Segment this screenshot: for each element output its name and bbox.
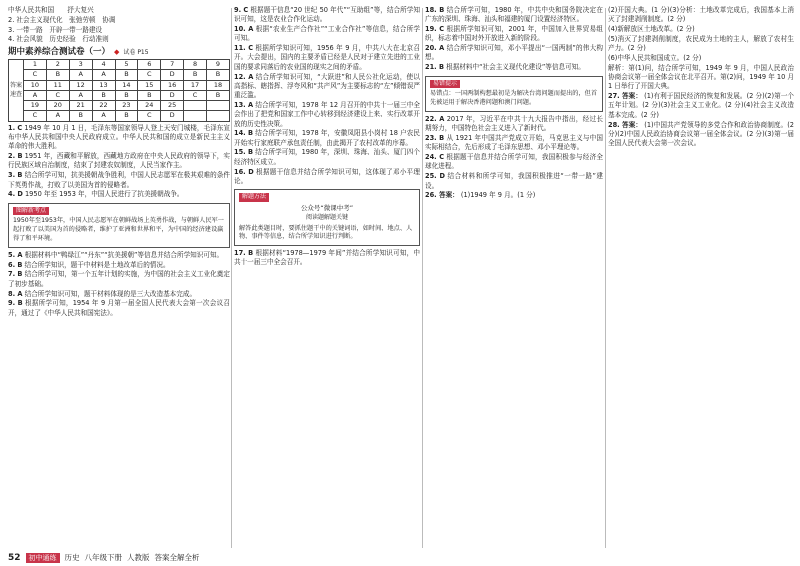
question-item xyxy=(234,148,420,167)
answer-table-cell: C xyxy=(24,70,47,80)
warning-text: 易错点：一国两制构想最初是为解决台湾问题而提出的，但首先被运用于解决香港问题和澳门问题。 xyxy=(430,90,598,107)
question-text: 根据所学知识可知，1956 年 9 月，中共八大在北京召开。大会提出，国内的主要矛盾已经是人民对于建立先进的工业国的要求同落后的农业国的现实之间的矛盾。 xyxy=(234,44,420,71)
answer-table-cell: 4 xyxy=(92,59,115,69)
answer-table-cell: A xyxy=(46,111,69,121)
question-text: 根据材料中“社会主义现代化建设”等信息可知。 xyxy=(446,63,585,72)
question-number: 21. B xyxy=(425,63,445,72)
question-text: 结合所学知识可知，“大跃进”和人民公社化运动，使以高指标、瞎指挥、浮夸风和“共产风”为主要标志的“左”倾错误严重泛滥。 xyxy=(234,72,420,100)
question-item xyxy=(234,44,420,72)
question-text: 1951 年，西藏和平解放，西藏地方政府在中央人民政府的领导下，实行民族区域自治制度，结束了封建农奴制度，人民当家作主。 xyxy=(8,152,230,170)
question-number: 13. A xyxy=(234,100,254,109)
question-number: 19. C xyxy=(425,25,445,34)
question-text: 从 1921 年中国共产党成立开始，马克思主义与中国实际相结合，先后形成了毛泽东思想、邓小平理论等。 xyxy=(425,134,603,152)
answer-table-cell xyxy=(207,111,230,121)
answer-table-cell: 20 xyxy=(46,101,69,111)
question-text: 根据所学知识可知，2001 年，中国加入世界贸易组织，标志着中国对外开放进入新的阶段。 xyxy=(425,25,603,43)
answer-table-cell: 9 xyxy=(207,59,230,69)
answer-table-head: 答案速查 xyxy=(9,59,24,121)
answer-table-cell xyxy=(184,111,207,121)
answer-table-cell: B xyxy=(69,111,92,121)
question-number: 27. 答案： xyxy=(608,92,642,101)
answer-line: (4)新解放区土地改革。(2 分) xyxy=(608,25,695,34)
tip-tag: 图解新考点 xyxy=(13,207,49,216)
answer-table-cell: C xyxy=(138,70,161,80)
subject-label: 历史 xyxy=(64,553,80,562)
column-divider xyxy=(422,8,423,548)
answer-table-row xyxy=(9,101,230,111)
question-number: 5. A xyxy=(8,250,23,259)
text-line: 中华人民共和国 抒大复兴 xyxy=(8,6,94,14)
answer-table-cell: 21 xyxy=(69,101,92,111)
answer-table-cell: B xyxy=(46,70,69,80)
answer-table-cell: B xyxy=(184,70,207,80)
answer-table-cell: 16 xyxy=(161,80,184,90)
question-number: 9. B xyxy=(8,299,23,308)
answer-table-cell: 24 xyxy=(138,101,161,111)
answer-table-cell: B xyxy=(115,70,138,80)
question-item xyxy=(425,63,603,72)
question-text: (1)中国共产党领导的多党合作和政治协商制度。(2 分)(2)中国人民政治协商会议第一届全体会议。(2 分)(3)第一届全国人民代表大会第一次会议。 xyxy=(608,120,794,148)
question-item xyxy=(425,191,603,200)
answer-table-cell: B xyxy=(138,90,161,100)
answer-table-cell: C xyxy=(46,90,69,100)
question-item xyxy=(234,25,420,44)
answer-line: (5)消灭了封建剥削制度，农民成为土地的主人，解放了农村生产力。(2 分) xyxy=(608,34,794,53)
question-item xyxy=(425,172,603,191)
question-item xyxy=(234,168,420,187)
question-text: 根据题干信息并结合所学可知，我国积极参与经济全球化进程。 xyxy=(425,153,603,171)
answers-label: 答案全解全析 xyxy=(154,553,200,562)
question-text: 结合所学可知，1978 年 12 月召开的中共十一届三中全会作出了把党和国家工作中心转移到经济建设上来、实行改革开放的历史性决策。 xyxy=(234,100,420,128)
answer-line: 解析：第(1)问，结合所学可知，1949 年 9 月，中国人民政治协商会议第一届全体会议在北平召开。第(2)问，1949 年 10 月 1 日举行了开国大典。 xyxy=(608,63,794,91)
answer-table-row xyxy=(9,80,230,90)
question-number: 14. B xyxy=(234,129,254,138)
question-number: 17. B xyxy=(234,249,254,258)
warning-box xyxy=(425,76,603,112)
column-4 xyxy=(608,6,794,149)
answer-table-cell: C xyxy=(184,90,207,100)
question-item xyxy=(8,152,230,171)
answer-table-cell: B xyxy=(207,90,230,100)
question-text: (1)有利于国民经济的恢复和发展。(2 分)(2)第一个五年计划。(2 分)(3)社会主义工业化。(2 分)(4)社会主义改造基本完成。(2 分) xyxy=(608,92,794,119)
answer-line: (2)开国大典。(1 分)(3)分析：土地改革完成后，我国基本上消灭了封建剥削制度。(2 分) xyxy=(608,6,794,24)
answer-table-cell: A xyxy=(24,90,47,100)
question-text: 根据材料“1978—1979 年间”并结合所学知识可知，中共十一届三中全会召开。 xyxy=(234,249,420,267)
answer-table-cell: 23 xyxy=(115,101,138,111)
method-tag: 解题方法 xyxy=(239,193,269,202)
question-text: 根据“农业生产合作社”“工业合作社”等信息，结合所学可知。 xyxy=(234,25,420,43)
question-item xyxy=(425,6,603,25)
question-number: 10. A xyxy=(234,25,254,34)
question-number: 25. D xyxy=(425,172,445,181)
answer-table-cell: 25 xyxy=(161,101,184,111)
answer-table-cell: B xyxy=(115,111,138,121)
question-number: 15. B xyxy=(234,148,254,157)
question-text: 1950 年至 1953 年，中国人民进行了抗美援朝战争。 xyxy=(24,190,184,199)
question-number: 1. C xyxy=(8,123,23,132)
column-1 xyxy=(8,6,230,318)
answer-table-cell: 2 xyxy=(46,59,69,69)
section-title-text: 期中素养综合测试卷（一） xyxy=(8,46,111,57)
answer-table-cell: A xyxy=(92,70,115,80)
answer-table-cell: B xyxy=(207,70,230,80)
answer-table-cell: 8 xyxy=(184,59,207,69)
method-subtitle: 阅读题解题关键 xyxy=(305,213,348,221)
question-item xyxy=(8,251,230,260)
question-number: 23. B xyxy=(425,134,445,143)
answer-table-cell: 17 xyxy=(184,80,207,90)
question-number: 7. B xyxy=(8,270,23,279)
answer-table-cell: 13 xyxy=(92,80,115,90)
answer-table-cell xyxy=(184,101,207,111)
text-line: 3. 一带一路 开辟一带一路建设 xyxy=(8,25,103,34)
answer-table-cell xyxy=(207,101,230,111)
question-number: 28. 答案： xyxy=(608,120,643,129)
question-item xyxy=(425,25,603,44)
answer-table-row xyxy=(9,90,230,100)
answer-table-cell: 1 xyxy=(24,59,47,69)
question-text: (1)1949 年 9 月。(1 分) xyxy=(460,191,536,200)
question-number: 24. C xyxy=(425,153,445,162)
text-line: 4. 社会风貌 历史经验 行动准则 xyxy=(8,35,109,44)
answer-table-row xyxy=(9,70,230,80)
question-text: 结合所学知识可知，题干材料体现的是三大改造基本完成。 xyxy=(24,289,197,298)
answer-table-cell: 14 xyxy=(115,80,138,90)
answer-table-cell: 7 xyxy=(161,59,184,69)
answer-table-row xyxy=(9,111,230,121)
question-item xyxy=(234,129,420,148)
question-text: 1949 年 10 月 1 日，毛泽东等国家领导人登上天安门城楼，毛泽东宣布中华人民共和国中央人民政府成立。中华人民共和国的成立是新民主主义革命的伟大胜利。 xyxy=(8,123,230,151)
answer-table-cell: C xyxy=(138,111,161,121)
section-ref: 试卷 P15 xyxy=(123,48,149,56)
question-text: 2017 年，习近平在中共十九大报告中指出，经过长期努力，中国特色社会主义进入了新时代。 xyxy=(425,114,603,133)
answer-table-cell: D xyxy=(161,70,184,80)
answer-table-cell: 6 xyxy=(138,59,161,69)
answer-table-cell: 18 xyxy=(207,80,230,90)
method-title: 公众号“微课中考” xyxy=(300,203,354,212)
question-item xyxy=(234,249,420,268)
question-item xyxy=(8,261,230,270)
question-text: 根据材料中“鸭绿江”“丹东”“抗美援朝”等信息并结合所学知识可知。 xyxy=(24,250,224,259)
answer-line: (6)中华人民共和国成立。(2 分) xyxy=(608,53,702,62)
method-text: 解答此类题目时，要抓住题干中的关键词语，如时间、地点、人物、事件等信息，结合所学知识进行判断。 xyxy=(239,224,413,241)
question-text: 根据题干信息并结合所学知识可知，这体现了邓小平理论。 xyxy=(234,167,420,185)
pin-icon: ◆ xyxy=(114,47,120,56)
answer-table-row xyxy=(9,59,230,69)
tip-text: 1950年至1953年，中国人民志愿军在朝鲜战场上英勇作战，与朝鲜人民军一起打败了以美国为首的侵略者，维护了亚洲和世界和平，为中国的经济建设赢得了和平环境。 xyxy=(13,217,224,243)
question-text: 结合所学可知，1980 年，深圳、珠海、汕头、厦门四个经济特区成立。 xyxy=(234,148,420,166)
grade-label: 八年级下册 xyxy=(84,553,123,562)
question-number: 9. C xyxy=(234,6,249,14)
question-number: 20. A xyxy=(425,44,445,53)
question-number: 12. A xyxy=(234,72,254,81)
method-box xyxy=(234,189,420,246)
question-number: 11. C xyxy=(234,44,254,53)
question-number: 22. A xyxy=(425,114,445,123)
question-text: 结合所学可知，第一个五年计划的实施，为中国的社会主义工业化奠定了初步基础。 xyxy=(8,270,230,288)
question-item xyxy=(8,290,230,299)
question-item xyxy=(608,92,794,120)
answer-table-cell: B xyxy=(92,90,115,100)
answer-table-cell: 10 xyxy=(24,80,47,90)
question-text: 根据题干信息“20 世纪 50 年代”“互助组”等，结合所学知识可知，这是农业合作化运动。 xyxy=(234,6,420,24)
tip-box xyxy=(8,203,230,248)
answer-table-cell: 19 xyxy=(24,101,47,111)
question-text: 结合材料和所学可知，我国积极推进“一带一路”建设。 xyxy=(425,172,603,190)
answer-table-cell: 11 xyxy=(46,80,69,90)
question-number: 2. B xyxy=(8,152,23,161)
question-number: 4. D xyxy=(8,190,23,199)
answer-table-cell: 22 xyxy=(92,101,115,111)
question-item xyxy=(234,6,420,25)
question-item xyxy=(8,270,230,289)
answer-table-cell: A xyxy=(69,90,92,100)
question-item xyxy=(8,124,230,152)
section-title xyxy=(8,48,230,57)
question-item xyxy=(8,299,230,318)
answer-table-cell: A xyxy=(69,70,92,80)
answer-table-cell: C xyxy=(24,111,47,121)
question-item xyxy=(425,44,603,63)
question-text: 结合所学知识可知，邓小平提出“一国两制”的伟大构想。 xyxy=(425,44,603,62)
question-item xyxy=(8,171,230,190)
answer-table-cell: D xyxy=(161,111,184,121)
answer-table xyxy=(8,59,230,122)
answer-table-cell: B xyxy=(115,90,138,100)
question-item xyxy=(425,153,603,172)
question-text: 根据所学可知，1954 年 9 月第一届全国人民代表大会第一次会议召开，通过了《中华人民共和国宪法》。 xyxy=(8,299,230,317)
column-divider xyxy=(605,8,606,548)
question-item xyxy=(8,190,230,199)
page-footer xyxy=(8,552,200,563)
column-divider xyxy=(231,8,232,548)
question-text: 结合所学可知，1978 年，安徽凤阳县小岗村 18 户农民开始实行家庭联产承包责任制，由此揭开了农村改革的序幕。 xyxy=(234,129,420,147)
question-number: 16. D xyxy=(234,167,254,176)
answer-table-cell: 5 xyxy=(115,59,138,69)
column-2 xyxy=(234,6,420,268)
question-number: 6. B xyxy=(8,260,23,269)
answer-table-cell: A xyxy=(92,111,115,121)
question-item xyxy=(425,115,603,134)
question-item xyxy=(234,73,420,101)
warning-tag: 易错提示 xyxy=(430,80,460,89)
page-number: 52 xyxy=(8,552,21,563)
text-line: 2. 社会主义现代化 张弛劳顿 协调 xyxy=(8,15,116,24)
question-number: 3. B xyxy=(8,171,23,180)
question-text: 结合所学可知，1980 年，中共中央和国务院决定在广东的深圳、珠海、汕头和福建的厦门设置经济特区。 xyxy=(425,6,603,24)
question-number: 18. B xyxy=(425,6,445,14)
question-item xyxy=(425,134,603,153)
column-3 xyxy=(425,6,603,201)
question-number: 8. A xyxy=(8,289,23,298)
brand-label: 初中通练 xyxy=(26,553,60,563)
question-text: 结合所学可知，抗美援朝战争胜利，中国人民志愿军在极其艰难的条件下英勇作战，打败了以美国为首的侵略者。 xyxy=(8,171,230,189)
answer-table-cell: 15 xyxy=(138,80,161,90)
question-item xyxy=(608,121,794,149)
question-number: 26. 答案： xyxy=(425,191,459,200)
edition-label: 人教版 xyxy=(127,553,150,562)
answer-table-cell: 12 xyxy=(69,80,92,90)
question-text: 结合所学知识，题干中材料是土地改革后的情况。 xyxy=(24,260,170,269)
question-item xyxy=(234,101,420,129)
answer-table-cell: D xyxy=(161,90,184,100)
answer-table-cell: 3 xyxy=(69,59,92,69)
